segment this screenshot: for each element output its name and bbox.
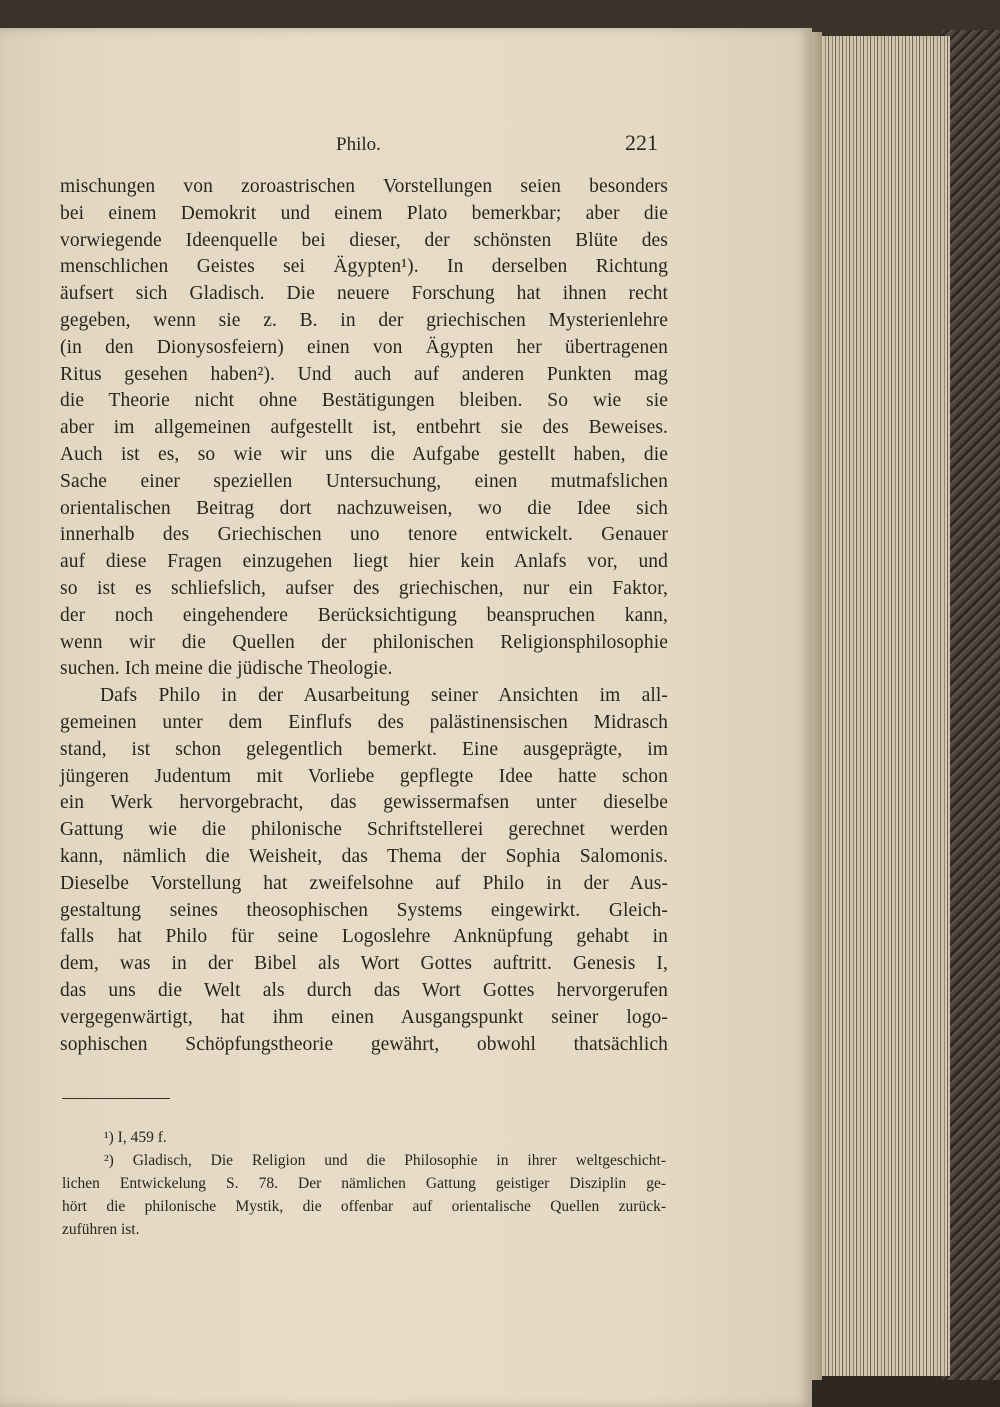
text-line: suchen. Ich meine die jüdische Theologie. <box>60 658 393 680</box>
text-line: auf diese Fragen einzugehen liegt hier kein Anlafs vor, und <box>60 551 668 573</box>
text-line: gegeben, wenn sie z. B. in der griechischen Mysterienlehre <box>60 309 668 331</box>
page-number: 221 <box>625 130 658 155</box>
text-line: kann, nämlich die Weisheit, das Thema der Sophia Salomonis. <box>60 845 668 867</box>
text-line: ein Werk hervorgebracht, das gewissermafsen unter dieselbe <box>60 792 668 814</box>
text-line: Sache einer speziellen Untersuchung, einen mutmafslichen <box>60 470 668 492</box>
text-line: gemeinen unter dem Einflufs des palästinensischen Midrasch <box>60 711 668 733</box>
text-line: die Theorie nicht ohne Bestätigungen bleiben. So wie sie <box>60 390 668 412</box>
text-line: innerhalb des Griechischen uno tenore entwickelt. Genauer <box>60 524 668 546</box>
footnote-line: hört die philonische Mystik, die offenbar auf orientalische Quellen zurück- <box>62 1198 666 1215</box>
text-line: Ritus gesehen haben²). Und auch auf anderen Punkten mag <box>60 363 668 385</box>
text-line: das uns die Welt als durch das Wort Gottes hervorgerufen <box>60 979 668 1001</box>
text-line: bei einem Demokrit und einem Plato bemerkbar; aber die <box>60 202 668 224</box>
running-title: Philo. <box>336 134 381 155</box>
text-line: menschlichen Geistes sei Ägypten¹). In derselben Richtung <box>60 256 668 278</box>
text-line: Auch ist es, so wie wir uns die Aufgabe gestellt haben, die <box>60 443 668 465</box>
text-line: vergegenwärtigt, hat ihm einen Ausgangspunkt seiner logo- <box>60 1006 668 1028</box>
text-line: Dafs Philo in der Ausarbeitung seiner Ansichten im all- <box>100 685 668 707</box>
footnote-line: zuführen ist. <box>62 1221 140 1238</box>
page-gutter-edge <box>812 32 822 1380</box>
page-stack <box>822 36 950 1376</box>
body-text <box>60 174 668 1058</box>
text-line: gestaltung seines theosophischen Systems eingewirkt. Gleich- <box>60 899 668 921</box>
text-line: wenn wir die Quellen der philonischen Religionsphilosophie <box>60 631 668 653</box>
text-line: der noch eingehendere Berücksichtigung beanspruchen kann, <box>60 604 668 626</box>
footnote-line: lichen Entwickelung S. 78. Der nämlichen Gattung geistiger Disziplin ge- <box>62 1175 666 1192</box>
text-line: so ist es schliefslich, aufser des griechischen, nur ein Faktor, <box>60 577 668 599</box>
text-line: sophischen Schöpfungstheorie gewährt, obwohl thatsächlich <box>60 1033 668 1055</box>
text-line: orientalischen Beitrag dort nachzuweisen, wo die Idee sich <box>60 497 668 519</box>
text-line: (in den Dionysosfeiern) einen von Ägypten her übertragenen <box>60 336 668 358</box>
footnotes <box>62 1126 666 1241</box>
text-line: dem, was in der Bibel als Wort Gottes auftritt. Genesis I, <box>60 953 668 975</box>
text-line: mischungen von zoroastrischen Vorstellungen seien besonders <box>60 176 668 197</box>
page-header <box>60 130 668 164</box>
footnote-line: ²) Gladisch, Die Religion und die Philosophie in ihrer weltgeschicht- <box>104 1152 666 1169</box>
text-line: Gattung wie die philonische Schriftstellerei gerechnet werden <box>60 819 668 841</box>
text-line: Dieselbe Vorstellung hat zweifelsohne auf Philo in der Aus- <box>60 872 668 894</box>
text-line: vorwiegende Ideenquelle bei dieser, der schönsten Blüte des <box>60 229 668 251</box>
footnote-line: ¹) I, 459 f. <box>104 1129 167 1146</box>
text-line: aber im allgemeinen aufgestellt ist, entbehrt sie des Beweises. <box>60 417 668 439</box>
text-line: falls hat Philo für seine Logoslehre Anknüpfung gehabt in <box>60 926 668 948</box>
text-line: jüngeren Judentum mit Vorliebe gepflegte Idee hatte schon <box>60 765 668 787</box>
book-cover-edge <box>942 30 1000 1380</box>
text-line: stand, ist schon gelegentlich bemerkt. Eine ausgeprägte, im <box>60 738 668 760</box>
text-line: äufsert sich Gladisch. Die neuere Forschung hat ihnen recht <box>60 283 668 305</box>
footnote-divider <box>62 1098 170 1099</box>
